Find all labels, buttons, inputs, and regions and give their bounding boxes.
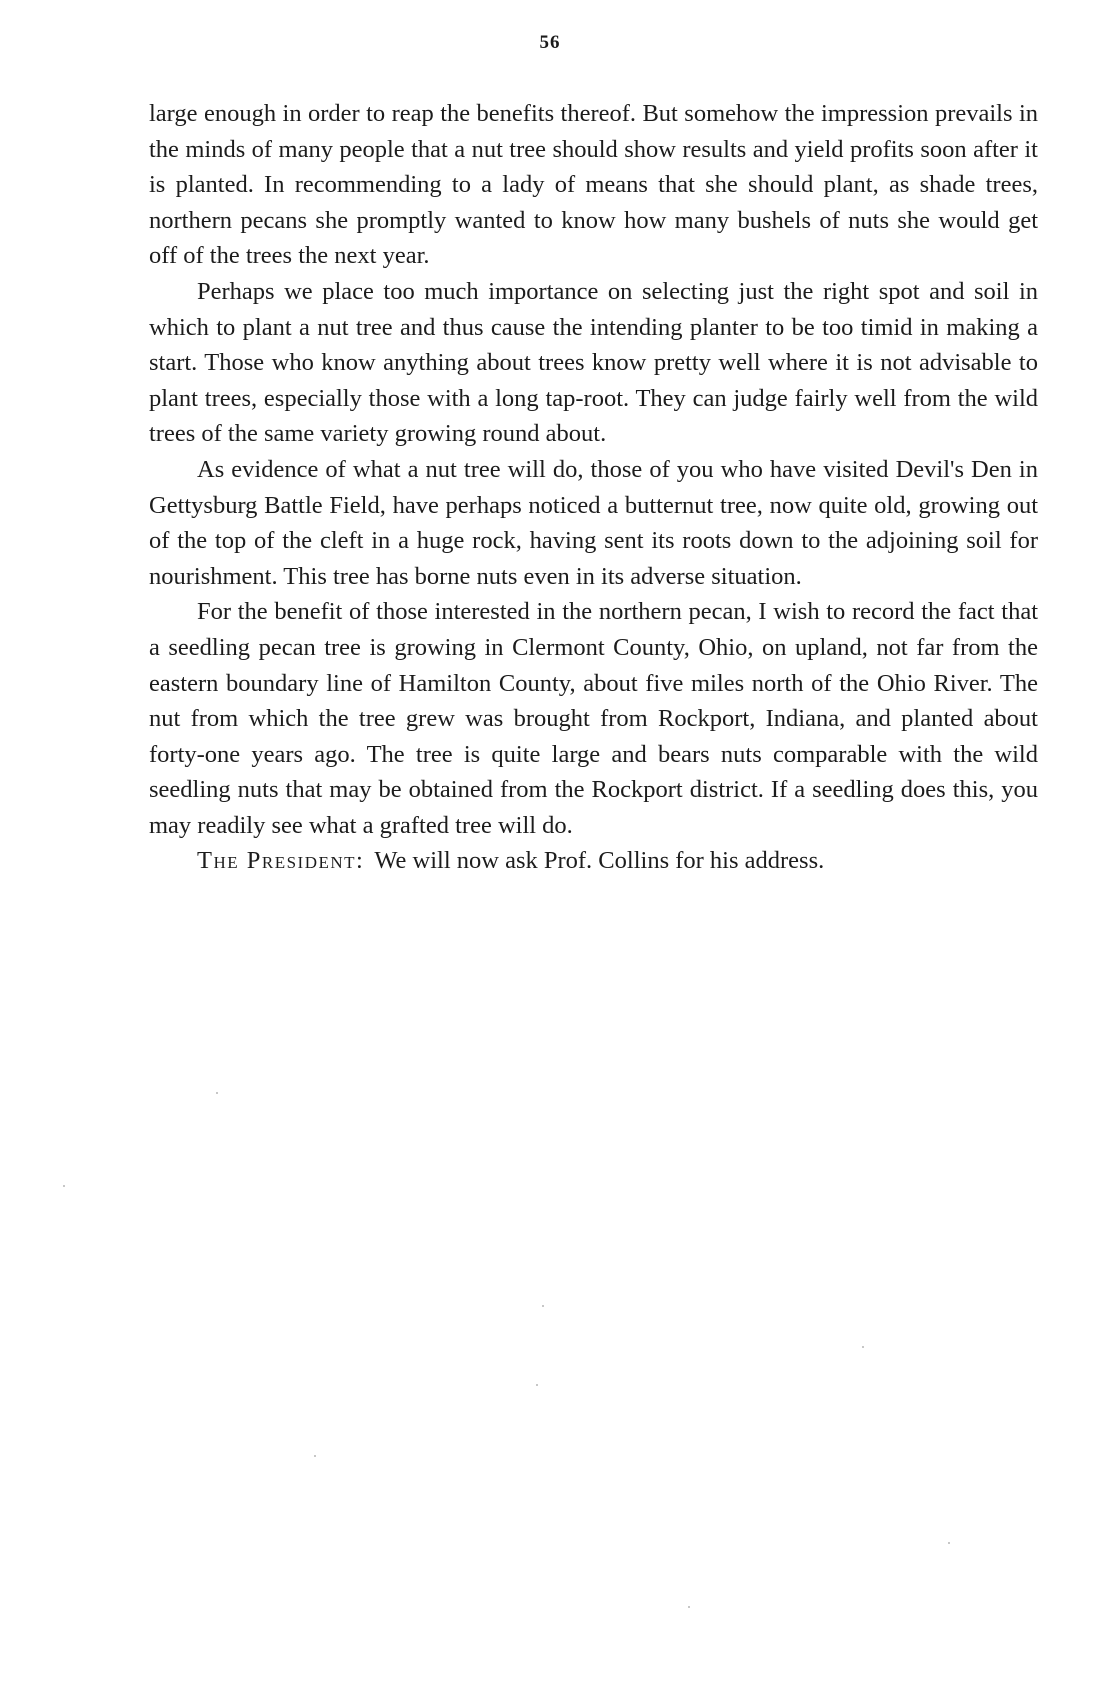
paragraph-planting-spot: Perhaps we place too much importance on selecting just the right spot and soil in which to plant a nut tree and thus cause the intending planter to be too timid in making a start. Those who know anything about trees know pretty well where it is not advisable to plant trees, especially those with a long tap-root. They can judge fairly well from the wild trees of the same variety growing round about. xyxy=(149,277,1038,448)
paragraph-butternut-tree: As evidence of what a nut tree will do, those of you who have visited Devil's Den in Gettysburg Battle Field, have perhaps noticed a butternut tree, now quite old, growing out of the top of the cleft in a huge rock, having sent its roots down to the adjoining soil for nourishment. This tree has borne nuts even in its adverse situation. xyxy=(149,455,1038,590)
scan-speck xyxy=(216,1092,218,1094)
scan-speck xyxy=(948,1542,950,1544)
scan-speck xyxy=(688,1606,690,1608)
speaker-label: The President: xyxy=(197,847,365,875)
speaker-text: We will now ask Prof. Collins for his address. xyxy=(374,847,825,875)
scan-speck xyxy=(63,1185,65,1187)
scan-speck xyxy=(862,1346,864,1348)
paragraph-northern-pecan: For the benefit of those interested in the northern pecan, I wish to record the fact that a seedling pecan tree is growing in Clermont County, Ohio, on upland, not far from the eastern boundary line of Hamilton County, about five miles north of the Ohio River. The nut from which the tree grew was brought from Rockport, Indiana, and planted about forty-one years ago. The tree is quite large and bears nuts comparable with the wild seedling nuts that may be obtained from the Rockport district. If a seedling does this, you may readily see what a grafted tree will do. xyxy=(149,598,1038,839)
page-number: 56 xyxy=(539,32,561,53)
scan-speck xyxy=(536,1384,538,1386)
scan-speck xyxy=(314,1455,316,1457)
scan-speck xyxy=(542,1305,544,1307)
paragraph-continuation: large enough in order to reap the benefits thereof. But somehow the impression prevails in the minds of many people that a nut tree should show results and yield profits soon after it is planted. In recommending to a lady of means that she should plant, as shade trees, northern pecans she promptly wanted to know how many bushels of nuts she would get off of the trees the next year. xyxy=(149,100,1038,270)
closing-remark xyxy=(149,843,1038,879)
body-text xyxy=(149,96,1038,879)
